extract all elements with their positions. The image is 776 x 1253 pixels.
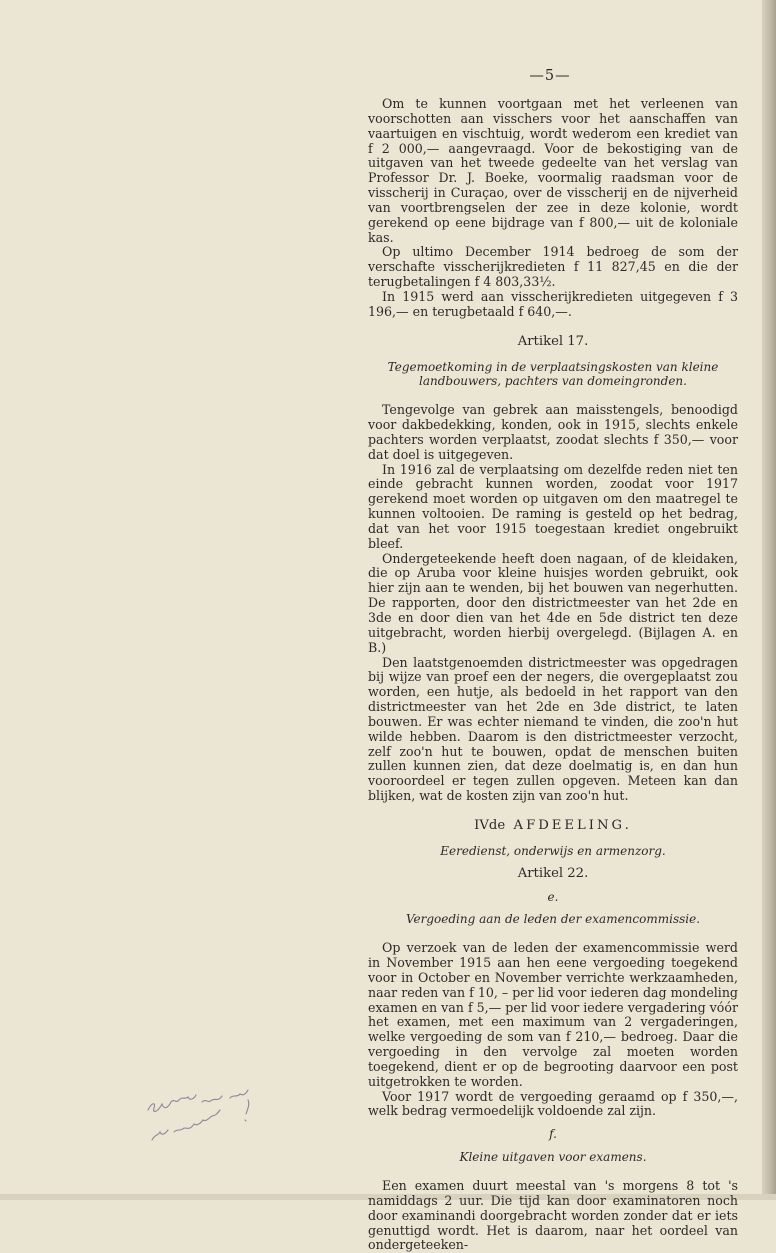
section-letter-e: e. [547,889,559,904]
subheading-artikel-17: Tegemoetkoming in de verplaatsingskosten van kleine landbouwers, pachters van domeingronden. [387,359,719,389]
body-text [368,97,738,1253]
paragraph-exam-compensation-1917: Voor 1917 wordt de vergoeding geraamd op f 350,—, welk bedrag vermoedelijk voldoende zal zijn. [368,1088,738,1119]
paragraph-credit-totals: Op ultimo December 1914 bedroeg de som der verschafte visscherijkredieten f 11 827,45 en die der terugbetalingen f 4 803,33½. [368,244,738,290]
paragraph-trial-hut: Den laatstgenoemden districtmeester was opgedragen bij wijze van proef een der negers, die overgeplaatst zou worden, een hutje, als bedoeld in het rapport van den districtmeester van het 2de en 3de district, te laten bouwen. Er was echter niemand te vinden, die zoo'n hut wilde hebben. Daarom is den districtmeester verzocht, zelf zoo'n hut te bouwen, opdat de menschen buiten zullen kunnen zien, dat deze doelmatig is, en dan hun vooroordeel er tegen zullen opgeven. Meteen kan dan blijken, wat de kosten zijn van zoo'n hut. [368,654,738,804]
afdeeling-number: IVde [474,817,506,833]
subheading-afdeeling: Eeredienst, onderwijs en armenzorg. [440,843,666,858]
binding-edge [762,0,776,1200]
pencil-annotation [140,1080,300,1150]
heading-artikel-17: Artikel 17. [517,333,589,349]
paragraph-fishing-credit: Om te kunnen voortgaan met het verleenen van voorschotten aan visschers voor het aanschaffen van vaartuigen en vischtuig, wordt wederom een krediet van f 2 000,— aangevraagd. Voor de bekostiging van de uitgaven van het tweede gedeelte van het verslag van Professor Dr. J. Boeke, voormalig raadsman voor de visscherij in Curaçao, over de visscherij en de nijverheid van voortbrengselen der zee in deze kolonie, wordt gerekend op eene bijdrage van f 800,— uit de koloniale kas. [368,96,738,245]
subheading-section-f: Kleine uitgaven voor examens. [459,1150,647,1165]
page-number: —5— [529,68,571,84]
heading-afdeeling [368,819,738,834]
heading-artikel-22: Artikel 22. [517,865,589,881]
afdeeling-word: AFDEELING. [513,817,632,833]
paragraph-relocation: Tengevolge van gebrek aan maisstengels, benoodigd voor dakbedekking, konden, ook in 1915, slechts enkele pachters worden verplaatst, zoodat slechts f 350,— voor dat doel is uitgegeven. [368,402,738,462]
paragraph-exam-duration: Een examen duurt meestal van 's morgens 8 tot 's namiddags 2 uur. Die tijd kan door examinatoren noch door examinandi doorgebracht worden zonder dat er iets genuttigd wordt. Het is daarom, naar het oordeel van ondergeteeken- [368,1178,738,1253]
paragraph-relocation-1916: In 1916 zal de verplaatsing om dezelfde reden niet ten einde gebracht kunnen worden, zoodat voor 1917 gerekend moet worden op uitgaven om den maatregel te kunnen voltooien. De raming is gesteld op het bedrag, dat van het voor 1915 toegestaan krediet ongebruikt bleef. [368,461,738,551]
section-letter-f: f. [549,1127,557,1142]
paragraph-clay-roofs: Ondergeteekende heeft doen nagaan, of de kleidaken, die op Aruba voor kleine huisjes worden gebruikt, ook hier zijn aan te wenden, bij het bouwen van negerhutten. De rapporten, door den districtmeester van het 2de en 3de en door dien van het 4de en 5de district ten deze uitgebracht, worden hierbij overgelegd. (Bijlagen A. en B.) [368,550,738,655]
paragraph-credit-1915: In 1915 werd aan visscherijkredieten uitgegeven f 3 196,— en terugbetaald f 640,—. [368,288,738,319]
paragraph-exam-compensation: Op verzoek van de leden der examencommissie werd in November 1915 aan hen eene vergoeding toegekend voor in October en November verrichte werkzaamheden, naar reden van f 10, – per lid voor iederen dag mondeling examen en van f 5,— per lid voor iedere vergadering vóór het examen, met een maximum van 2 vergaderingen, welke vergoeding de som van f 210,— bedroeg. Daar die vergoeding in den vervolge zal moeten worden toegekend, dient er op de begrooting daarvoor een post uitgetrokken te worden. [368,940,738,1089]
subheading-section-e: Vergoeding aan de leden der examencommissie. [405,912,701,927]
